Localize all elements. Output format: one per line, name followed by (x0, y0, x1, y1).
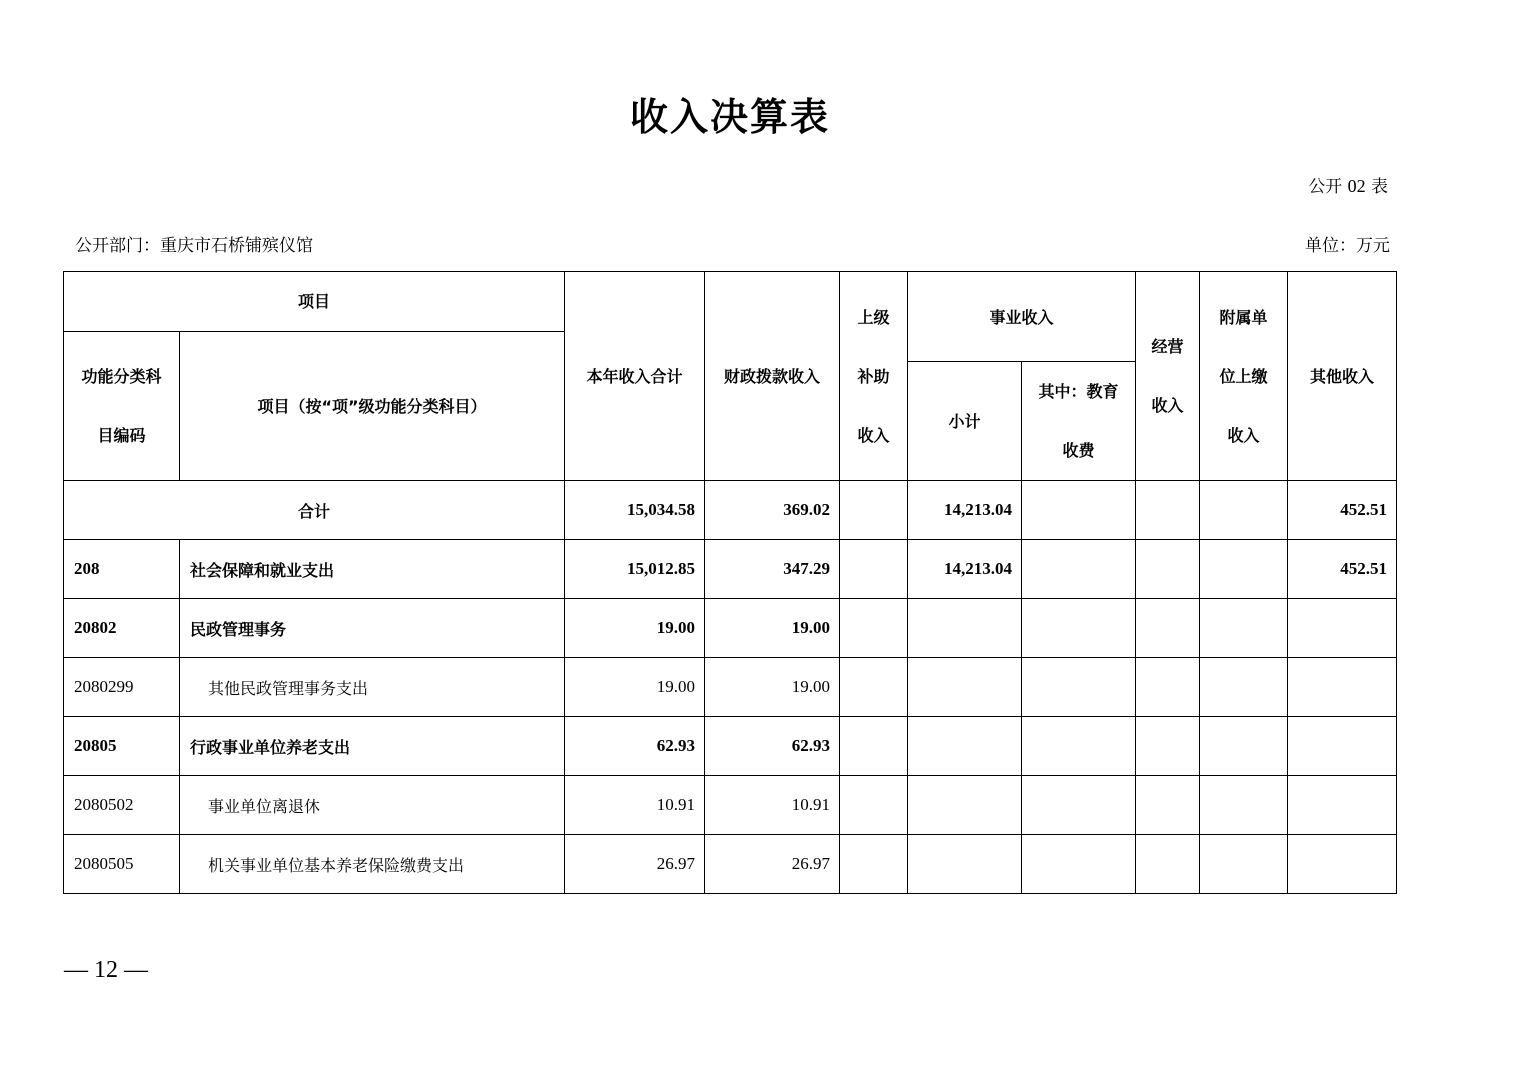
cell-edu (1022, 481, 1136, 540)
cell-fiscal: 347.29 (705, 540, 840, 599)
header-business-line: 经营 (1151, 337, 1184, 356)
table-row (64, 717, 1397, 776)
cell-other (1288, 776, 1397, 835)
income-table (63, 271, 1397, 894)
cell-affiliate (1200, 599, 1288, 658)
cell-business (1136, 835, 1200, 894)
header-item: 项目 (64, 272, 565, 332)
cell-code: 20802 (64, 599, 180, 658)
cell-other (1288, 658, 1397, 717)
cell-edu (1022, 835, 1136, 894)
header-business-line: 收入 (1151, 396, 1184, 415)
header-career: 事业收入 (908, 272, 1136, 362)
cell-affiliate (1200, 658, 1288, 717)
header-func-code-line: 目编码 (97, 426, 146, 445)
cell-other: 452.51 (1288, 540, 1397, 599)
cell-edu (1022, 776, 1136, 835)
header-superior-line: 补助 (857, 366, 890, 386)
department-line (75, 231, 313, 256)
cell-total: 62.93 (565, 717, 705, 776)
department-label: 公开部门： (75, 236, 160, 256)
header-superior-line: 上级 (857, 307, 890, 327)
cell-career-subtotal (908, 658, 1022, 717)
cell-other (1288, 599, 1397, 658)
cell-edu (1022, 717, 1136, 776)
total-label: 合计 (64, 481, 565, 540)
cell-business (1136, 599, 1200, 658)
cell-affiliate (1200, 835, 1288, 894)
header-affiliate-line: 附属单 (1219, 307, 1268, 327)
cell-affiliate (1200, 481, 1288, 540)
header-item-name: 项目（按“项”级功能分类科目） (180, 332, 565, 481)
cell-business (1136, 776, 1200, 835)
cell-career-subtotal: 14,213.04 (908, 481, 1022, 540)
cell-affiliate (1200, 540, 1288, 599)
header-fiscal: 财政拨款收入 (705, 272, 840, 481)
table-body (64, 481, 1397, 894)
header-func-code (64, 332, 180, 481)
cell-edu (1022, 599, 1136, 658)
form-number (1308, 172, 1388, 197)
header-business (1136, 272, 1200, 481)
cell-code: 2080505 (64, 835, 180, 894)
form-suffix: 表 (1371, 177, 1388, 197)
cell-business (1136, 658, 1200, 717)
cell-affiliate (1200, 776, 1288, 835)
cell-fiscal: 26.97 (705, 835, 840, 894)
header-edu-line: 收费 (1062, 441, 1095, 460)
cell-business (1136, 540, 1200, 599)
cell-superior (840, 658, 908, 717)
page-number: — 12 — (64, 957, 148, 983)
total-row (64, 481, 1397, 540)
cell-superior (840, 599, 908, 658)
header-edu (1022, 362, 1136, 481)
header-affiliate-line: 收入 (1227, 425, 1260, 445)
cell-total: 26.97 (565, 835, 705, 894)
header-affiliate-line: 位上缴 (1219, 366, 1268, 386)
form-prefix: 公开 (1308, 177, 1343, 197)
cell-edu (1022, 658, 1136, 717)
form-no-value: 02 (1347, 176, 1366, 196)
cell-name: 民政管理事务 (180, 599, 565, 658)
cell-superior (840, 835, 908, 894)
cell-affiliate (1200, 717, 1288, 776)
cell-name: 行政事业单位养老支出 (180, 717, 565, 776)
header-subtotal: 小计 (908, 362, 1022, 481)
cell-total: 19.00 (565, 599, 705, 658)
cell-total: 19.00 (565, 658, 705, 717)
cell-business (1136, 481, 1200, 540)
cell-edu (1022, 540, 1136, 599)
cell-superior (840, 776, 908, 835)
cell-other (1288, 835, 1397, 894)
cell-total: 10.91 (565, 776, 705, 835)
cell-superior (840, 717, 908, 776)
cell-superior (840, 481, 908, 540)
cell-career-subtotal: 14,213.04 (908, 540, 1022, 599)
cell-career-subtotal (908, 599, 1022, 658)
cell-code: 20805 (64, 717, 180, 776)
cell-other: 452.51 (1288, 481, 1397, 540)
header-total: 本年收入合计 (565, 272, 705, 481)
header-affiliate (1200, 272, 1288, 481)
table-row (64, 540, 1397, 599)
table-row (64, 599, 1397, 658)
cell-code: 2080502 (64, 776, 180, 835)
cell-total: 15,034.58 (565, 481, 705, 540)
cell-other (1288, 717, 1397, 776)
department-name: 重庆市石桥铺殡仪馆 (160, 236, 313, 256)
cell-career-subtotal (908, 835, 1022, 894)
table-row (64, 776, 1397, 835)
cell-business (1136, 717, 1200, 776)
cell-superior (840, 540, 908, 599)
table-row (64, 658, 1397, 717)
cell-fiscal: 19.00 (705, 658, 840, 717)
cell-name: 其他民政管理事务支出 (180, 658, 565, 717)
page-title: 收入决算表 (629, 95, 830, 139)
unit-label: 单位：万元 (1305, 236, 1390, 256)
cell-career-subtotal (908, 717, 1022, 776)
header-edu-line: 其中：教育 (1038, 382, 1119, 401)
cell-fiscal: 19.00 (705, 599, 840, 658)
cell-name: 社会保障和就业支出 (180, 540, 565, 599)
cell-fiscal: 10.91 (705, 776, 840, 835)
header-func-code-line: 功能分类科 (81, 367, 162, 386)
cell-name: 机关事业单位基本养老保险缴费支出 (180, 835, 565, 894)
table-header (64, 272, 1397, 481)
cell-fiscal: 62.93 (705, 717, 840, 776)
cell-total: 15,012.85 (565, 540, 705, 599)
header-superior (840, 272, 908, 481)
cell-name: 事业单位离退休 (180, 776, 565, 835)
header-superior-line: 收入 (857, 425, 890, 445)
table-row (64, 835, 1397, 894)
cell-career-subtotal (908, 776, 1022, 835)
cell-code: 2080299 (64, 658, 180, 717)
cell-code: 208 (64, 540, 180, 599)
cell-fiscal: 369.02 (705, 481, 840, 540)
header-other: 其他收入 (1288, 272, 1397, 481)
